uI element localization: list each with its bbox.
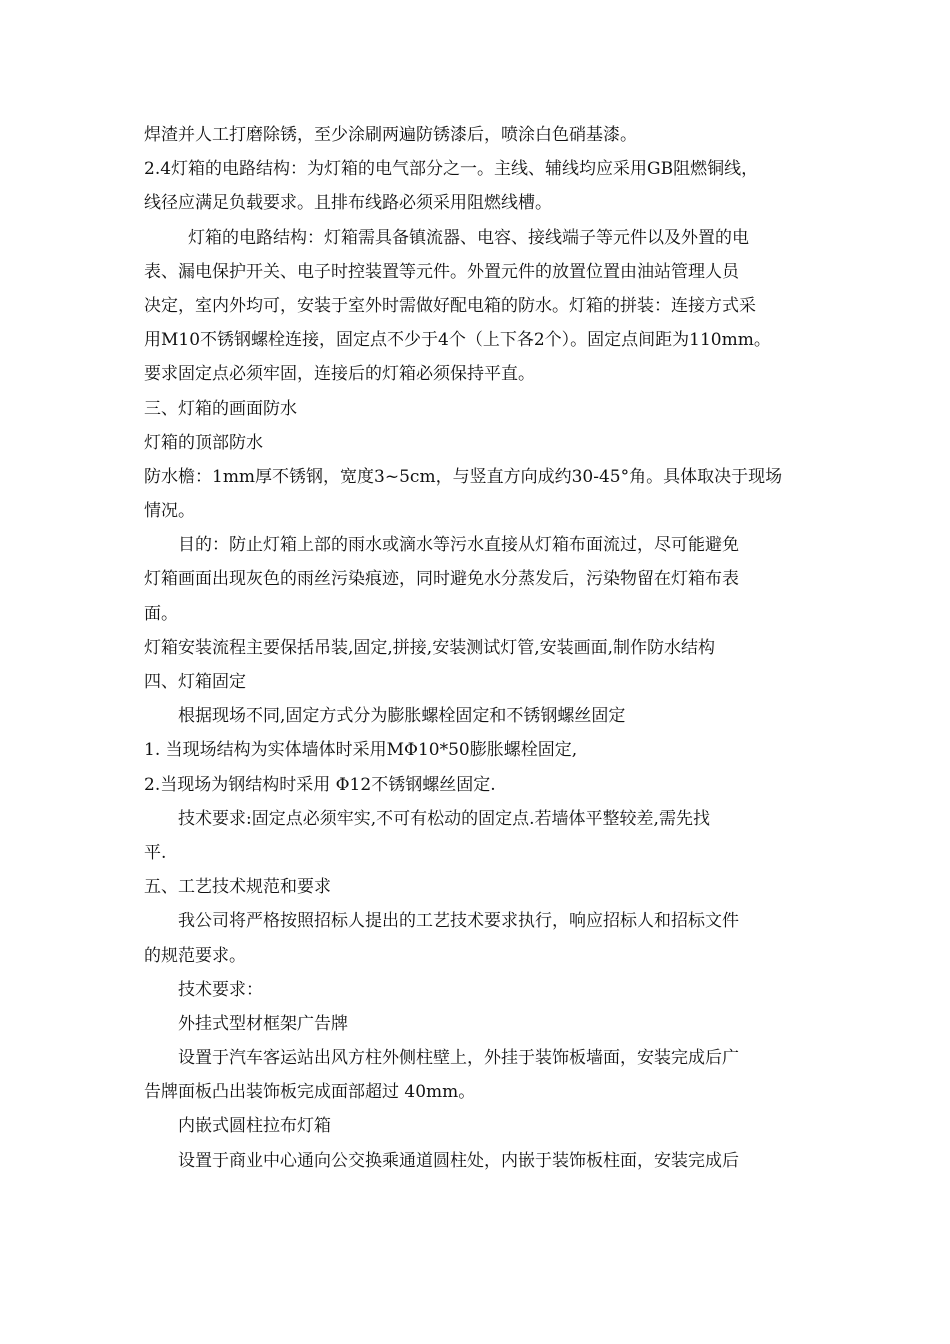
text-line: 五、工艺技术规范和要求 xyxy=(144,877,331,898)
text-line: 内嵌式圆柱拉布灯箱 xyxy=(178,1116,331,1137)
text-line: 灯箱安装流程主要保括吊装,固定,拼接,安装测试灯管,安装画面,制作防水结构 xyxy=(144,637,716,658)
text-line: 告牌面板凸出装饰板完成面部超过 40mm。 xyxy=(144,1082,476,1103)
text-line: 焊渣并人工打磨除锈，至少涂刷两遍防锈漆后，喷涂白色硝基漆。 xyxy=(144,125,637,145)
text-line: 灯箱的顶部防水 xyxy=(144,432,263,453)
text-line: 线径应满足负载要求。且排布线路必须采用阻燃线槽。 xyxy=(144,193,552,214)
text-line: 1. 当现场结构为实体墙体时采用MΦ10*50膨胀螺栓固定, xyxy=(144,740,578,761)
text-line: 设置于汽车客运站出风方柱外侧柱壁上，外挂于装饰板墙面，安装完成后广 xyxy=(178,1048,739,1069)
text-line: 面。 xyxy=(144,603,178,624)
text-line: 技术要求： xyxy=(178,979,263,1000)
text-line: 情况。 xyxy=(144,501,195,522)
text-line: 技术要求:固定点必须牢实,不可有松动的固定点.若墙体平整较差,需先找 xyxy=(178,808,710,829)
text-line: 决定，室内外均可，安装于室外时需做好配电箱的防水。灯箱的拼装：连接方式采 xyxy=(144,295,756,316)
text-line: 的规范要求。 xyxy=(144,945,246,966)
text-line: 灯箱画面出现灰色的雨丝污染痕迹，同时避免水分蒸发后，污染物留在灯箱布表 xyxy=(144,569,739,590)
text-line: 用M10不锈钢螺栓连接，固定点不少于4个（上下各2个）。固定点间距为110mm。 xyxy=(144,330,771,351)
document-body xyxy=(144,118,810,1178)
text-line: 表、漏电保护开关、电子时控装置等元件。外置元件的放置位置由油站管理人员 xyxy=(144,261,739,282)
text-line: 防水檐：1mm厚不锈钢，宽度3~5cm，与竖直方向成约30-45°角。具体取决于现场 xyxy=(144,466,783,487)
text-line: 根据现场不同,固定方式分为膨胀螺栓固定和不锈钢螺丝固定 xyxy=(178,706,626,727)
text-line: 四、灯箱固定 xyxy=(144,672,246,692)
text-line: 灯箱的电路结构：灯箱需具备镇流器、电容、接线端子等元件以及外置的电 xyxy=(188,227,749,248)
text-line: 2.4灯箱的电路结构：为灯箱的电气部分之一。主线、辅线均应采用GB阻燃铜线， xyxy=(144,159,759,180)
text-line: 要求固定点必须牢固，连接后的灯箱必须保持平直。 xyxy=(144,364,535,385)
text-line: 2.当现场为钢结构时采用 Φ12不锈钢螺丝固定. xyxy=(144,774,496,795)
text-line: 目的：防止灯箱上部的雨水或滴水等污水直接从灯箱布面流过，尽可能避免 xyxy=(178,535,739,556)
text-line: 外挂式型材框架广告牌 xyxy=(178,1013,348,1034)
text-line: 三、灯箱的画面防水 xyxy=(144,398,297,419)
text-line: 设置于商业中心通向公交换乘通道圆柱处，内嵌于装饰板柱面，安装完成后 xyxy=(178,1150,739,1171)
text-line: 平. xyxy=(144,842,167,863)
text-line: 我公司将严格按照招标人提出的工艺技术要求执行，响应招标人和招标文件 xyxy=(178,911,739,932)
